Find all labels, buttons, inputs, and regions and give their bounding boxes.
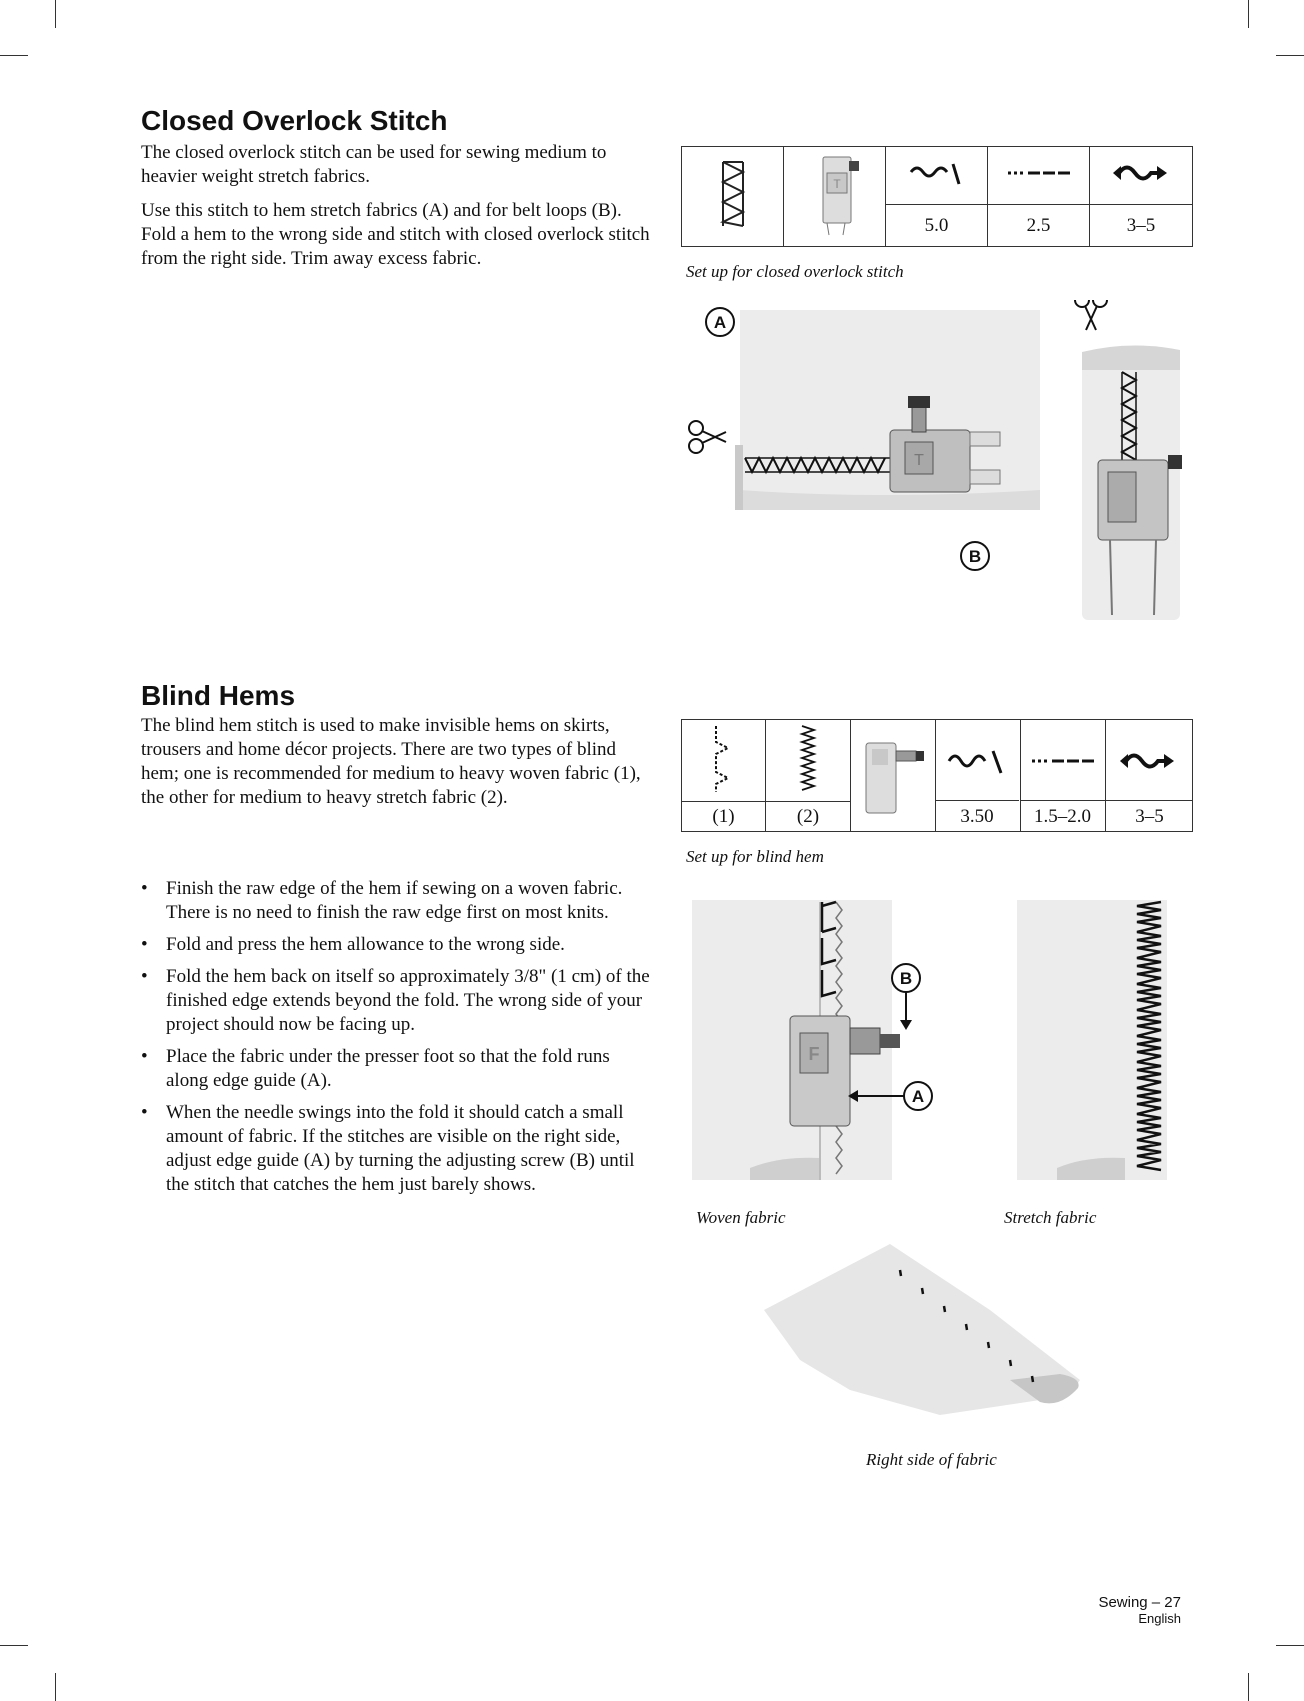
stretch-fabric-illustration bbox=[1015, 898, 1185, 1188]
overlock-paragraph-2: Use this stitch to hem stretch fabrics (A) and for belt loops (B). Fold a hem to the wrong side and stitch with closed overlock stitch from the right side. Trim away excess fabric. bbox=[141, 200, 650, 269]
blind-hem-woven-stitch-icon bbox=[682, 720, 766, 802]
presser-foot-t-icon bbox=[784, 147, 886, 247]
overlock-illustration bbox=[680, 300, 1200, 625]
overlock-table-caption: Set up for closed overlock stitch bbox=[686, 262, 904, 281]
crop-mark bbox=[1248, 0, 1249, 28]
stitch-length-value: 1.5–2.0 bbox=[1020, 800, 1105, 832]
woven-label: (1) bbox=[682, 802, 766, 832]
woven-fabric-caption: Woven fabric bbox=[696, 1208, 786, 1227]
label-a: A bbox=[911, 1087, 925, 1106]
stitch-width-icon bbox=[886, 147, 988, 205]
scissors-icon bbox=[689, 421, 726, 453]
footer-language: English bbox=[1138, 1611, 1181, 1626]
scissors-icon bbox=[1075, 300, 1107, 330]
page-footer bbox=[1098, 1594, 1181, 1626]
right-side-fabric-illustration bbox=[760, 1240, 1100, 1420]
crop-mark bbox=[0, 1645, 28, 1646]
crop-mark bbox=[55, 1673, 56, 1701]
label-b: B bbox=[899, 969, 913, 988]
closed-overlock-stitch-icon bbox=[682, 147, 784, 247]
foot-letter: F bbox=[808, 1044, 820, 1064]
foot-letter: T bbox=[914, 452, 924, 469]
list-item: • Fold and press the hem allowance to the wrong side. bbox=[141, 933, 651, 957]
stitch-width-value: 3.50 bbox=[935, 800, 1019, 832]
stretch-label: (2) bbox=[766, 802, 851, 832]
list-item: • When the needle swings into the fold it should catch a small amount of fabric. If the stitches are visible on the right side, adjust edge guide (A) by turning the adjusting screw (B) until the stitch that catches the hem just barely shows. bbox=[141, 1101, 651, 1197]
presser-foot-f-icon bbox=[851, 720, 936, 832]
blind-hem-steps bbox=[141, 877, 651, 1205]
crop-mark bbox=[1276, 1645, 1304, 1646]
list-item: • Place the fabric under the presser foot so that the fold runs along edge guide (A). bbox=[141, 1045, 651, 1093]
overlock-paragraph-1: The closed overlock stitch can be used for sewing medium to heavier weight stretch fabrics. bbox=[141, 142, 607, 187]
woven-fabric-illustration bbox=[690, 898, 960, 1188]
svg-text:T: T bbox=[832, 176, 841, 191]
right-side-caption: Right side of fabric bbox=[866, 1450, 997, 1469]
list-item: • Finish the raw edge of the hem if sewing on a woven fabric. There is no need to finish the raw edge first on most knits. bbox=[141, 877, 651, 925]
section-title-blind-hems: Blind Hems bbox=[141, 680, 296, 711]
label-a: A bbox=[713, 313, 727, 332]
blind-paragraph-1: The blind hem stitch is used to make invisible hems on skirts, trousers and home décor projects. There are two types of blind hem; one is recommended for medium to heavy woven fabric (1), the other for medium to heavy stretch fabric (2). bbox=[141, 715, 641, 808]
stitch-length-icon bbox=[988, 147, 1090, 205]
page-number: Sewing – 27 bbox=[1098, 1594, 1181, 1611]
blind-table-caption: Set up for blind hem bbox=[686, 847, 824, 866]
thread-tension-value: 3–5 bbox=[1090, 205, 1193, 247]
stitch-width-value: 5.0 bbox=[886, 205, 988, 247]
crop-mark bbox=[0, 55, 28, 56]
thread-tension-value: 3–5 bbox=[1106, 800, 1193, 832]
crop-mark bbox=[55, 0, 56, 28]
blind-hem-stretch-stitch-icon bbox=[766, 720, 851, 802]
thread-tension-icon bbox=[1090, 147, 1193, 205]
overlock-setup-table bbox=[681, 146, 1193, 247]
crop-mark bbox=[1248, 1673, 1249, 1701]
label-b: B bbox=[968, 547, 982, 566]
blind-values-row bbox=[935, 800, 1193, 832]
crop-mark bbox=[1276, 55, 1304, 56]
list-item: • Fold the hem back on itself so approximately 3/8" (1 cm) of the finished edge extends beyond the fold. The wrong side of your project should now be facing up. bbox=[141, 965, 651, 1037]
section-title-closed-overlock: Closed Overlock Stitch bbox=[141, 105, 448, 136]
stitch-length-value: 2.5 bbox=[988, 205, 1090, 247]
stretch-fabric-caption: Stretch fabric bbox=[1004, 1208, 1097, 1227]
